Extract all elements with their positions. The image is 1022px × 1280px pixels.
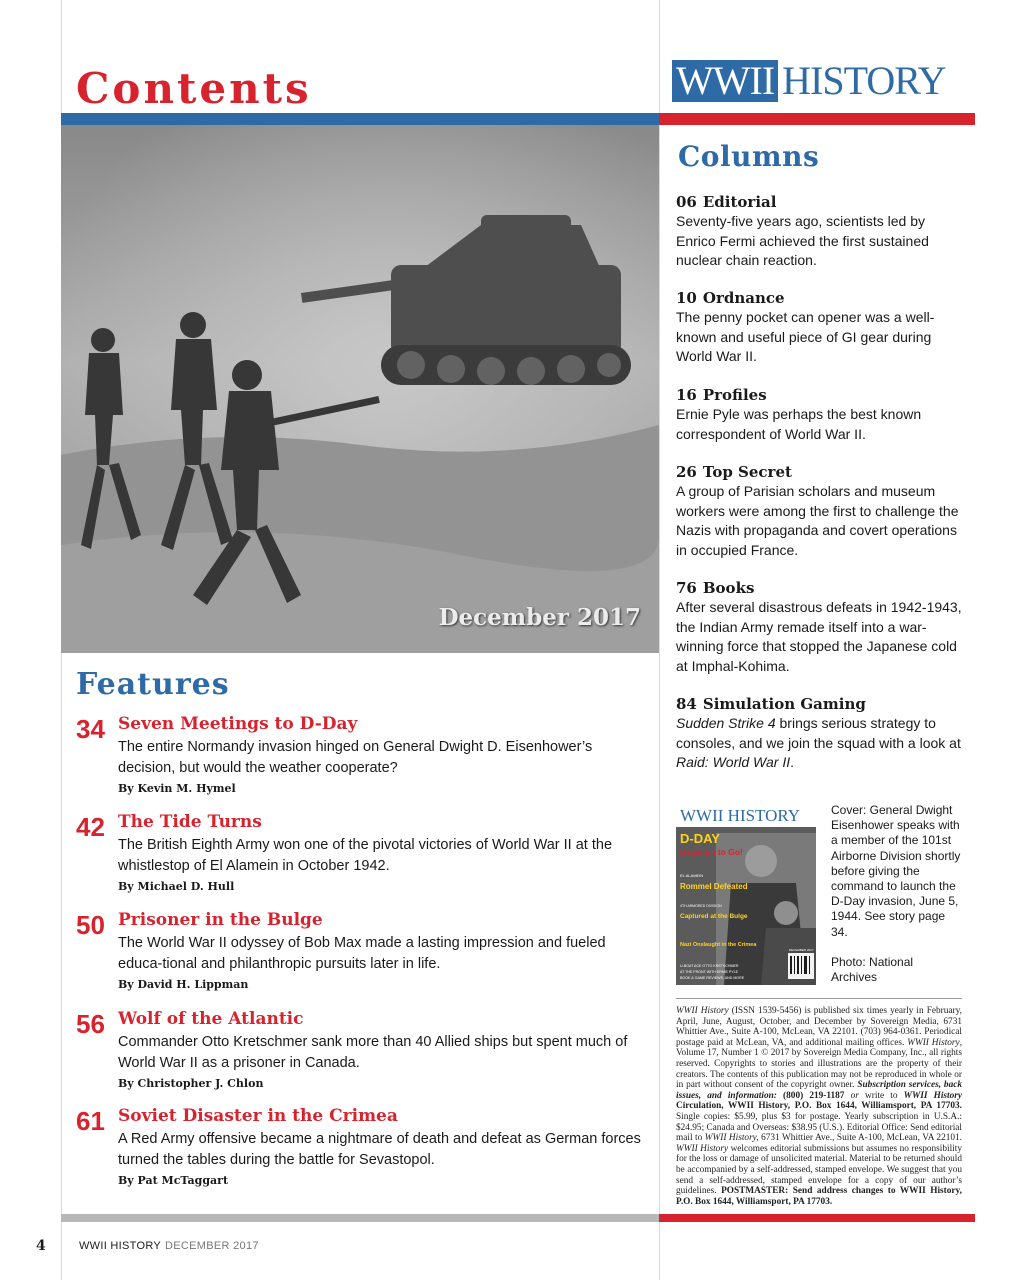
cover-line: Decision to Go! (680, 847, 743, 857)
logo-box-text: WWII (672, 60, 778, 102)
cover-caption (831, 803, 961, 985)
divider (676, 998, 962, 999)
feature-title[interactable]: Soviet Disaster in the Crimea (118, 1106, 398, 1126)
game-title: Raid: World War II (676, 754, 791, 770)
pub-text-bold-italic: Subscription services, back issues, and information: (676, 1080, 962, 1101)
column-page-number: 10 (676, 289, 697, 307)
features-heading: Features (76, 667, 230, 702)
feature-page-number: 61 (76, 1106, 105, 1136)
column-title: Profiles (702, 386, 767, 404)
feature-author: By Pat McTaggart (118, 1174, 229, 1187)
column-page-number: 76 (676, 579, 697, 597)
feature-description: A Red Army offensive became a nightmare of death and defeat as German forces turned the tables during the battle for Sevastopol. (118, 1131, 641, 1168)
column-heading[interactable] (676, 192, 966, 212)
feature-page-number: 50 (76, 910, 105, 940)
feature-title[interactable]: The Tide Turns (118, 812, 262, 832)
column-item[interactable] (676, 385, 966, 444)
feature-description: Commander Otto Kretschmer sank more than 40 Allied ships but spent much of World War II as a prisoner in Canada. (118, 1034, 628, 1071)
feature-author: By Michael D. Hull (118, 880, 235, 893)
columns-heading: Columns (678, 140, 820, 173)
pub-text: , Volume 17, Number 1 © 2017 by Sovereign Media Company, Inc., all rights reserved. Copyrights to stories and illustrations are the property of their creators. The contents of this publication may not be reproduced in whole or in part without consent of the copyright owner. (676, 1037, 963, 1091)
column-description-text: . (790, 754, 794, 770)
cover-line: EL ALAMEIN (680, 873, 704, 878)
pub-text: write to (858, 1090, 904, 1101)
cover-line: D-DAY (680, 831, 720, 846)
column-page-number: 16 (676, 386, 697, 404)
feature-description: The World War II odyssey of Bob Max made a lasting impression and fueled educa-tional and philanthropic pursuits later in life. (118, 935, 606, 972)
header-band-red (659, 113, 975, 125)
header-band-blue (61, 113, 659, 125)
footer-folio (79, 1240, 259, 1252)
page-title: Contents (76, 64, 312, 113)
column-title: Ordnance (702, 289, 785, 307)
pub-text: 6731 Whittier Ave., Suite A-100, McLean, VA 22101. (758, 1133, 962, 1144)
feature-item[interactable] (76, 1108, 656, 1198)
feature-item[interactable] (76, 814, 656, 904)
column-heading[interactable] (676, 578, 966, 598)
hero-photo-illustration (61, 125, 659, 653)
cover-caption-text: Cover: General Dwight Eisenhower speaks with a member of the 101st Airborne Division shortly before giving the command to launch the D-Day invasion, June 5, 1944. See story page 34. (831, 803, 961, 939)
footer-band-red (659, 1214, 975, 1222)
pub-text-italic: WWII History, (704, 1133, 759, 1144)
column-heading[interactable] (676, 288, 966, 308)
pub-text-italic: WWII History (676, 1006, 729, 1016)
cover-line: BOOK & GAME REVIEWS, AND MORE (680, 976, 745, 980)
pub-text-bold: (800) 219-1187 (776, 1090, 851, 1101)
center-divider-line (659, 0, 660, 1280)
magazine-logo (672, 60, 962, 102)
cover-thumbnail[interactable] (676, 803, 816, 985)
column-description: Ernie Pyle was perhaps the best known correspondent of World War II. (676, 406, 922, 442)
footer-band-gray (61, 1214, 659, 1222)
feature-page-number: 56 (76, 1009, 105, 1039)
cover-logo: WWII HISTORY (680, 806, 801, 825)
pub-text-italic: WWII History (907, 1037, 960, 1048)
game-title: Sudden Strike 4 (676, 715, 776, 731)
column-item[interactable] (676, 192, 966, 271)
pub-text: Single copies: $5.99, plus $3 for postage. Yearly subscription in U.S.A.: $24.95; Canada and Overseas: $38.95 (U.S.). Editorial Office: Send editorial mail to (676, 1111, 962, 1144)
column-page-number: 26 (676, 463, 697, 481)
column-description-text: brings serious strategy to consoles, and we join the squad with a look at (676, 715, 961, 751)
pub-text-bold: Circulation, WWII History, P.O. Box 1644, Williamsport, PA 17703. (676, 1101, 962, 1112)
column-page-number: 06 (676, 193, 697, 211)
feature-page-number: 42 (76, 812, 105, 842)
page-number: 4 (36, 1238, 46, 1254)
column-description: A group of Parisian scholars and museum workers were among the first to challenge the Nazis with propaganda and covert operations in occupied France. (676, 483, 959, 558)
column-title: Simulation Gaming (702, 695, 866, 713)
feature-description: The British Eighth Army won one of the pivotal victories of World War II at the whistlestop of El Alamein in October 1942. (118, 837, 613, 874)
feature-title[interactable]: Seven Meetings to D-Day (118, 714, 358, 734)
feature-item[interactable] (76, 716, 656, 806)
cover-line: AT THE FRONT WITH ERNIE PYLE (680, 970, 739, 974)
column-item[interactable] (676, 462, 966, 560)
feature-author: By Kevin M. Hymel (118, 782, 236, 795)
feature-title[interactable]: Wolf of the Atlantic (118, 1009, 304, 1029)
cover-line: Nazi Onslaught in the Crimea (680, 942, 757, 948)
feature-author: By Christopher J. Chlon (118, 1077, 264, 1090)
pub-text-bold-italic: WWII History (903, 1090, 962, 1101)
cover-line: 4TH ARMORED DIVISION (680, 904, 722, 908)
issue-date-overlay: December 2017 (438, 604, 641, 631)
cover-line: Captured at the Bulge (680, 913, 748, 920)
footer-magazine: WWII HISTORY (79, 1240, 162, 1252)
feature-item[interactable] (76, 1011, 656, 1101)
column-description: Seventy-five years ago, scientists led by Enrico Fermi achieved the first sustained nuclear chain reaction. (676, 213, 929, 268)
column-title: Books (702, 579, 755, 597)
footer-issue-date: DECEMBER 2017 (165, 1240, 259, 1252)
column-description: After several disastrous defeats in 1942-1943, the Indian Army remade itself into a war-winning force that stopped the Japanese cold at Imphal-Kohima. (676, 599, 962, 674)
cover-line: U-BOAT ACE OTTO KRETSCHMER (680, 964, 739, 968)
hero-photo (61, 125, 659, 653)
column-heading[interactable] (676, 385, 966, 405)
column-description (676, 714, 966, 773)
logo-text: HISTORY (782, 58, 946, 103)
column-item[interactable] (676, 288, 966, 367)
column-title: Editorial (702, 193, 777, 211)
column-heading[interactable] (676, 694, 966, 714)
pub-text-italic: WWII History (676, 1143, 729, 1154)
cover-issue-date: DECEMBER 2017 (789, 948, 814, 952)
feature-author: By David H. Lippman (118, 978, 249, 991)
publication-info (676, 1006, 962, 1207)
column-heading[interactable] (676, 462, 966, 482)
column-description: The penny pocket can opener was a well-known and useful piece of GI gear during World War II. (676, 309, 935, 364)
column-page-number: 84 (676, 695, 697, 713)
cover-line: Rommel Defeated (680, 882, 748, 891)
photo-credit: Photo: National Archives (831, 954, 914, 985)
feature-title[interactable]: Prisoner in the Bulge (118, 910, 323, 930)
pub-text-bold: POSTMASTER: Send address changes to WWII History, P.O. Box 1644, Williamsport, PA 17703. (676, 1186, 962, 1207)
feature-description: The entire Normandy invasion hinged on General Dwight D. Eisenhower’s decision, but would the weather cooperate? (118, 739, 593, 776)
pub-text: (ISSN 1539-5456) is published six times yearly in February, April, June, August, October, and December by Sovereign Media, 6731 Whittier Ave., Suite A-100, McLean, VA 22101. (703) 964-0361. Periodical postage paid at McLean, VA, and additional mailing offices. (676, 1006, 962, 1048)
feature-item[interactable] (76, 912, 656, 1002)
cover-thumbnail-art (676, 803, 816, 985)
pub-text: welcomes editorial submissions but assumes no responsibility for the loss or damage of unsolicited material. Material to be returned should be accompanied by a self-addressed, stamped envelope. We suggest that you send a self-addressed, stamped envelope for a copy of our author’s guidelines. (676, 1143, 962, 1197)
pub-text-italic: or (850, 1090, 859, 1101)
feature-page-number: 34 (76, 714, 105, 744)
column-item[interactable] (676, 694, 966, 773)
column-item[interactable] (676, 578, 966, 676)
column-title: Top Secret (702, 463, 792, 481)
